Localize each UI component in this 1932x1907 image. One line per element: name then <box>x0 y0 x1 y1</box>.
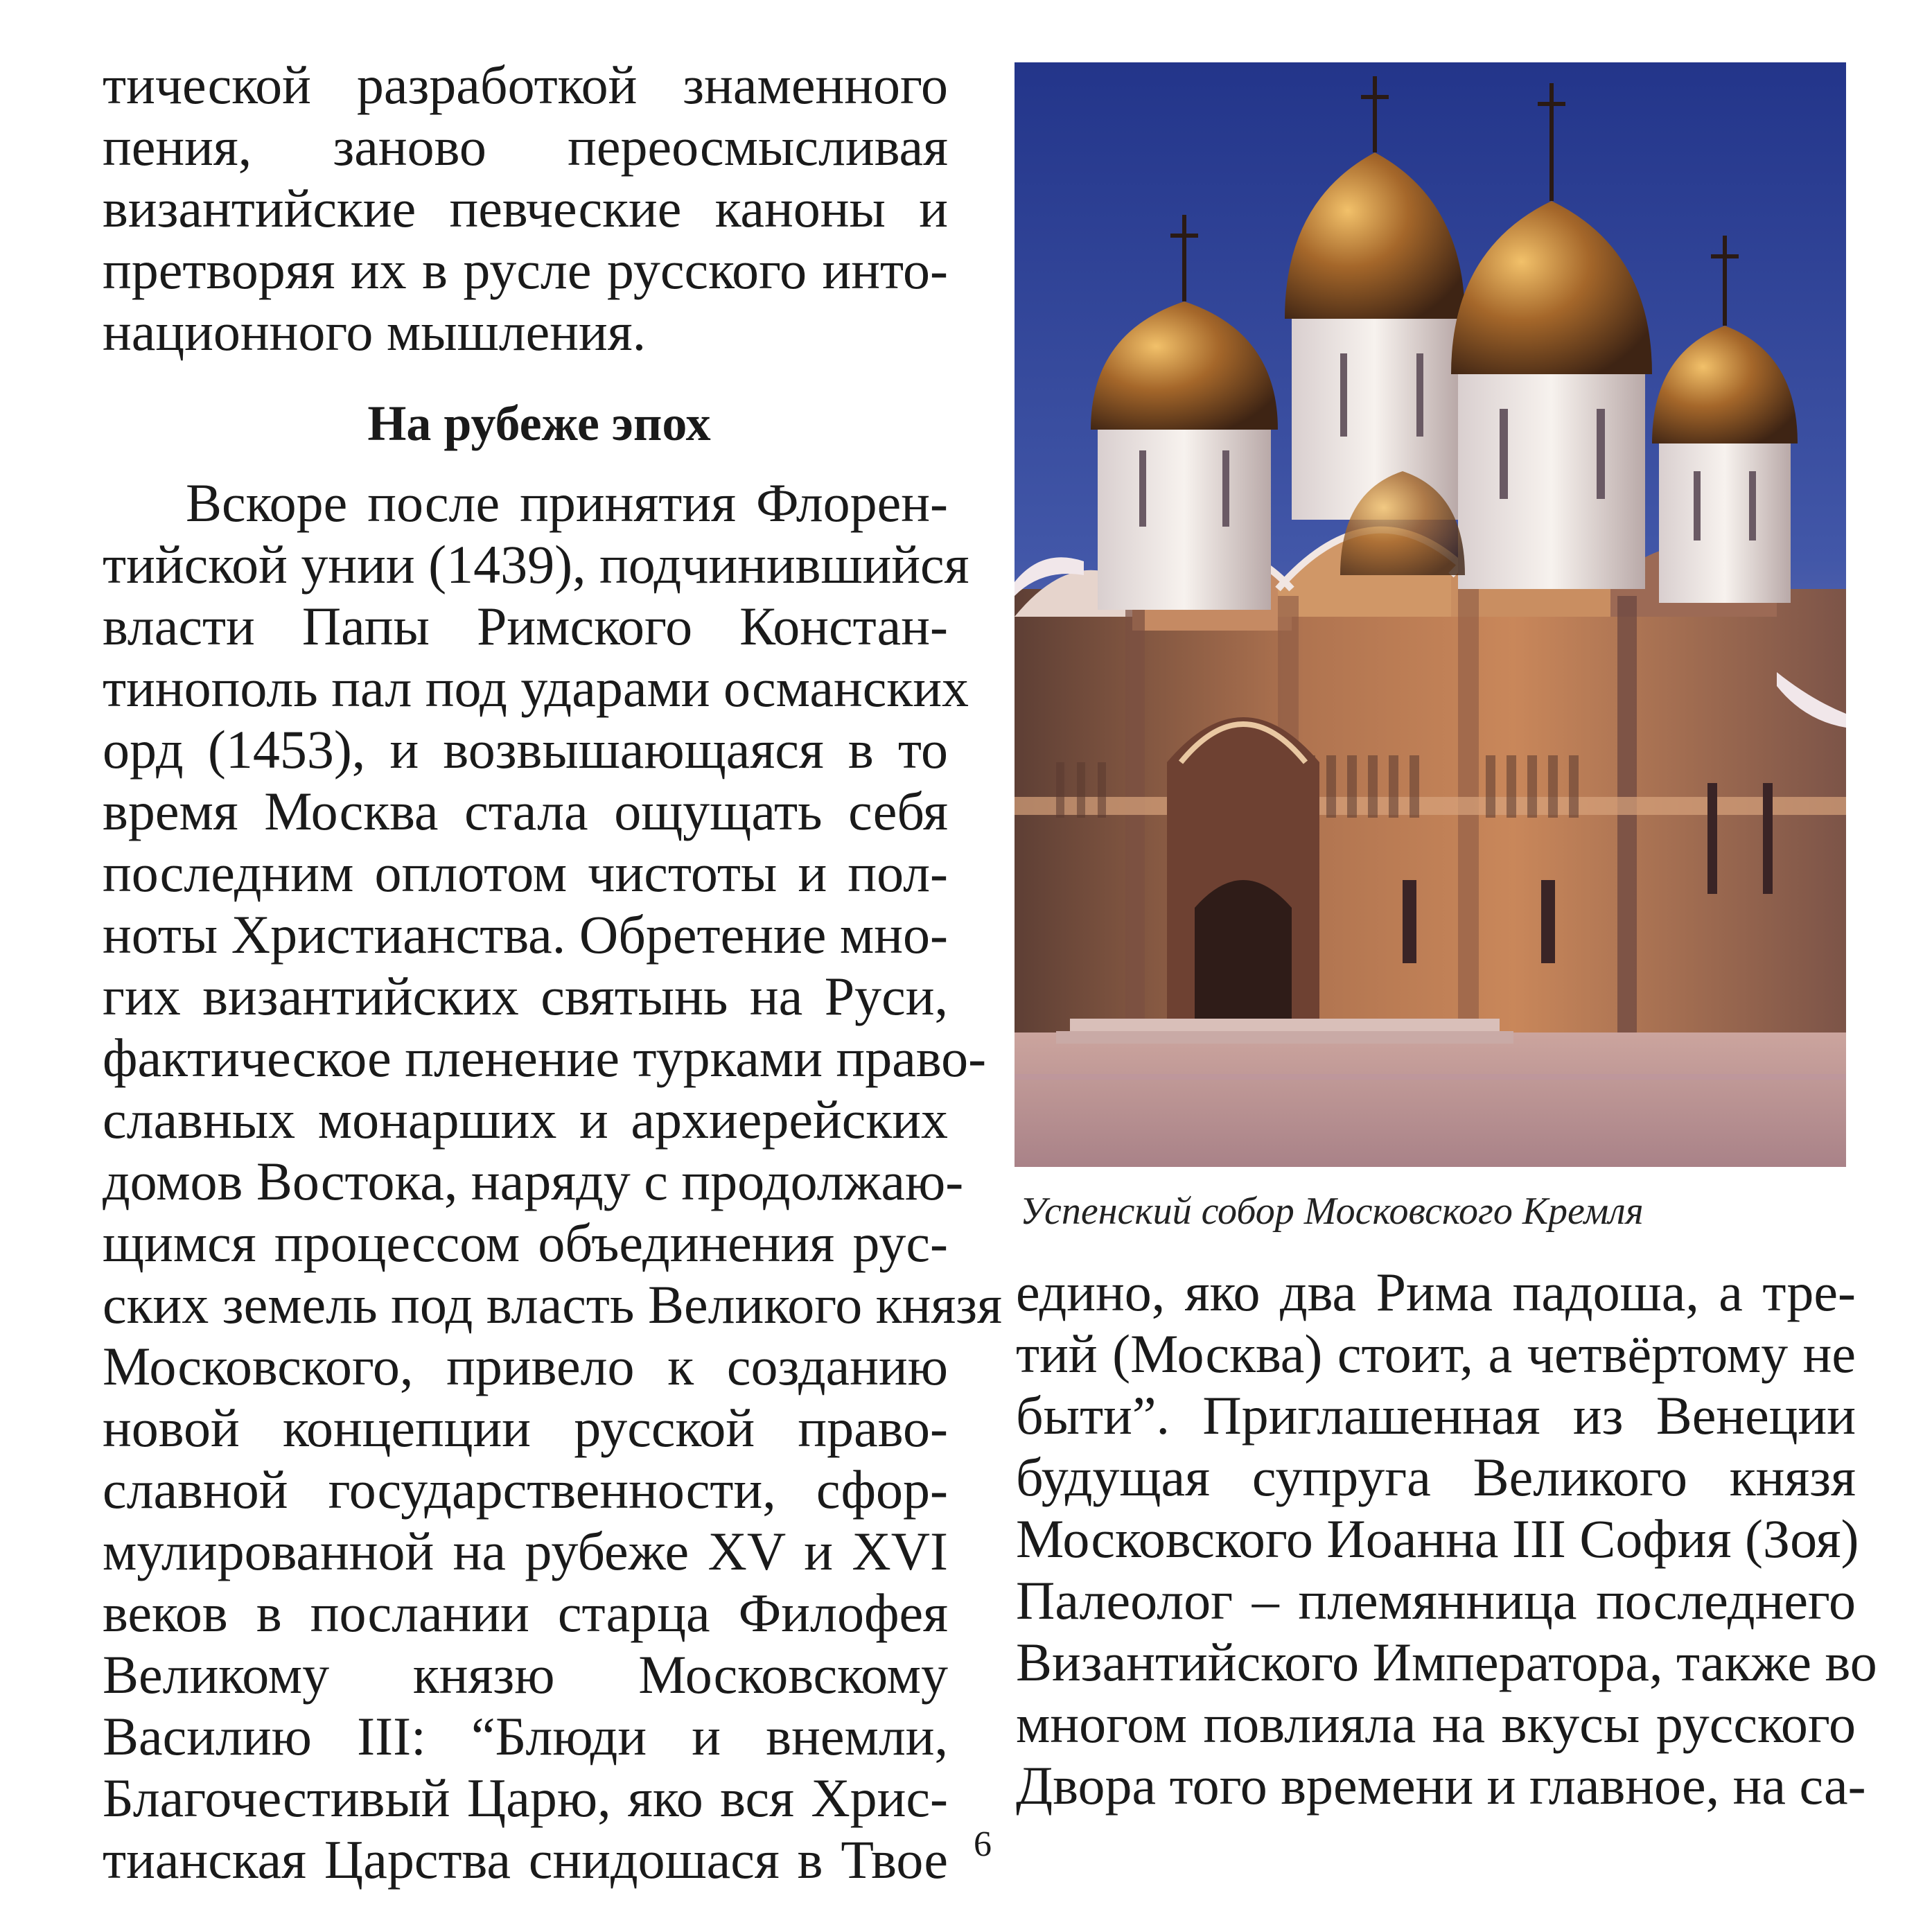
text-line: время Москва стала ощущать себя <box>103 781 948 841</box>
text-line: веков в послании старца Филофея <box>103 1583 948 1643</box>
left-column <box>103 54 1002 1890</box>
text-line: щимся процессом объединения рус- <box>103 1213 948 1273</box>
text-line: новой концепции русской право- <box>103 1398 948 1458</box>
text-line: домов Востока, наряду с продолжаю- <box>103 1151 964 1211</box>
text-line: мулированной на рубеже XV и XVI <box>103 1521 948 1581</box>
text-line: фактическое пленение турками право- <box>103 1028 987 1088</box>
text-line: гих византийских святынь на Руси, <box>103 966 948 1026</box>
text-line: Московского, привело к созданию <box>103 1336 948 1396</box>
text-line: Вскоре после принятия Флорен- <box>186 473 948 533</box>
text-line: тинополь пал под ударами османских <box>103 658 969 718</box>
right-column <box>1016 1261 1877 1816</box>
text-line: будущая супруга Великого князя <box>1016 1447 1856 1507</box>
text-line: Двора того времени и главное, на са- <box>1016 1755 1866 1816</box>
text-line: тий (Москва) стоит, а четвёртому не <box>1016 1324 1856 1384</box>
text-line: византийские певческие каноны и <box>103 178 948 238</box>
text-line: Византийского Императора, также во <box>1016 1632 1877 1692</box>
text-line: ноты Христианства. Обретение мно- <box>103 904 948 965</box>
text-line: славных монарших и архиерейских <box>103 1089 948 1150</box>
text-line: Палеолог – племянница последнего <box>1016 1570 1856 1631</box>
text-line: едино, яко два Рима падоша, а тре- <box>1016 1262 1856 1322</box>
text-line: последним оплотом чистоты и пол- <box>103 843 948 903</box>
text-line: тической разработкой знаменного <box>103 55 948 115</box>
text-line: претворяя их в русле русского инто- <box>103 240 948 300</box>
text-line: национного мышления. <box>103 301 647 362</box>
text-line: Василию III: “Блюди и внемли, <box>103 1706 948 1766</box>
text-line: орд (1453), и возвышающаяся в то <box>103 719 948 780</box>
cathedral-illustration <box>1015 62 1846 1167</box>
text-line: пения, заново переосмысливая <box>103 116 948 177</box>
text-line: Великому князю Московскому <box>103 1644 948 1705</box>
text-line: тианская Царства снидошася в Твое <box>103 1829 948 1890</box>
text-line: тийской унии (1439), подчинившийся <box>103 534 969 595</box>
text-line: ских земель под власть Великого князя <box>103 1274 1002 1335</box>
text-line: славной государственности, сфор- <box>103 1459 948 1520</box>
text-line: Московского Иоанна III София (Зоя) <box>1016 1509 1859 1569</box>
text-line: Благочестивый Царю, яко вся Хрис- <box>103 1768 948 1828</box>
cathedral-photo <box>1015 62 1846 1167</box>
section-heading: На рубеже эпох <box>367 396 711 451</box>
text-line: многом повлияла на вкусы русского <box>1016 1694 1856 1754</box>
text-line: быти”. Приглашенная из Венеции <box>1016 1385 1856 1445</box>
figure-caption: Успенский собор Московского Кремля <box>1020 1190 1644 1233</box>
text-line: власти Папы Римского Констан- <box>103 596 948 656</box>
page-number: 6 <box>974 1825 992 1864</box>
